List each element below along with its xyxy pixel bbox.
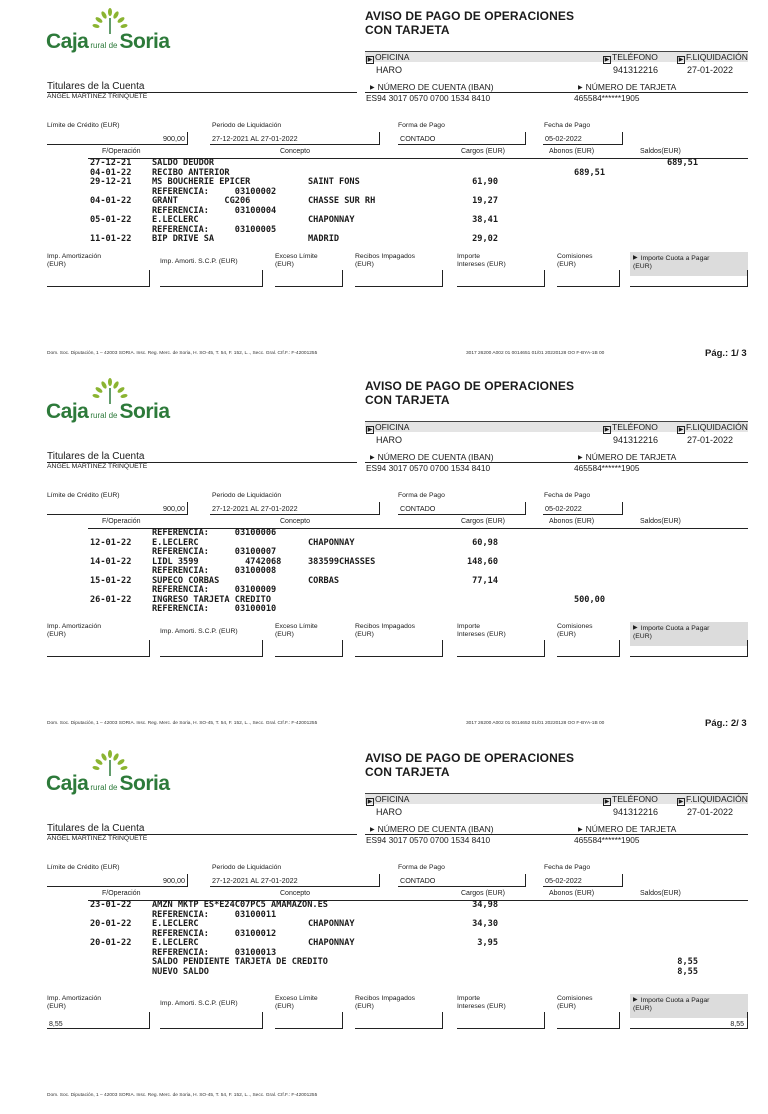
oficina-value: HARO [376, 807, 403, 817]
limite-value: 900,00 [47, 502, 188, 515]
forma-pago-value: CONTADO [398, 502, 526, 515]
document-title-line1: AVISO DE PAGO DE OPERACIONES [365, 379, 575, 393]
tarjeta-value: 465584******1905 [574, 463, 640, 473]
triangle-icon: ▶ [370, 85, 375, 91]
titulares-label: Titulares de la Cuenta [47, 451, 145, 462]
col-concepto-header: Concepto [280, 890, 310, 897]
fecha-pago-label: Fecha de Pago [544, 122, 591, 129]
periodo-label: Periodo de Liquidación [212, 864, 282, 871]
op-concept: REFERENCIA: 03100013 [152, 947, 277, 958]
document-title-line2: CON TARJETA [365, 765, 450, 779]
op-cargo: 77,14 [472, 575, 498, 586]
document-title-line2: CON TARJETA [365, 393, 450, 407]
op-cargo: 61,90 [472, 177, 498, 187]
op-date: 27-12-21 [90, 158, 132, 168]
periodo-value: 27-12-2021 AL 27-01-2022 [210, 132, 380, 145]
imp-amort-scp-label: Imp. Amorti. S.C.P. (EUR) [160, 628, 238, 635]
triangle-icon: ▶ [370, 455, 375, 461]
comisiones-label: Comisiones (EUR) [557, 253, 593, 268]
bank-name [46, 772, 170, 796]
document-ref-code: 3017 26200 A002 01 0014652 01/01 20220128 OO F-BYA-1B 00 [466, 721, 605, 726]
triangle-icon: ▶ [578, 455, 583, 461]
cuota-value [630, 270, 748, 287]
imp-amort-value: 8,55 [47, 1012, 150, 1029]
op-date: 04-01-22 [90, 167, 132, 178]
op-concept: MS BOUCHERIE EPICER [152, 177, 251, 187]
exceso-label: Exceso Límite (EUR) [275, 253, 318, 268]
arrow-box-icon: ▶ [604, 799, 610, 805]
limite-label: Límite de Crédito (EUR) [47, 122, 120, 129]
col-cargos-header: Cargos (EUR) [461, 518, 505, 525]
col-fecha-header: F/Operación [102, 890, 141, 897]
bank-name-small: rural de [90, 411, 118, 420]
document-title [365, 751, 574, 779]
statement-page [0, 742, 768, 1114]
imp-amort-label: Imp. Amortización (EUR) [47, 995, 102, 1010]
imp-amort-label: Imp. Amortización (EUR) [47, 623, 102, 638]
op-concept: BIP DRIVE SA [152, 234, 215, 244]
op-location: SAINT FONS [308, 177, 360, 187]
op-date: 11-01-22 [90, 234, 132, 244]
op-location: CHAPONNAY [308, 537, 355, 548]
telefono-value: 941312216 [613, 807, 659, 817]
tarjeta-value: 465584******1905 [574, 93, 640, 103]
importe-intereses-label: Importe Intereses (EUR) [457, 623, 506, 638]
arrow-box-icon: ▶ [678, 799, 684, 805]
fecha-pago-label: Fecha de Pago [544, 864, 591, 871]
imp-amort-scp-value [160, 1012, 263, 1029]
iban-value: ES94 3017 0570 0700 1534 8410 [366, 93, 491, 103]
cuota-label: ▶ Importe Cuota a Pagar (EUR) [633, 625, 710, 640]
bank-name-small: rural de [90, 41, 118, 50]
op-saldo: 8,55 [677, 966, 698, 977]
op-concept: NUEVO SALDO [152, 966, 209, 977]
op-date: 20-01-22 [90, 919, 132, 929]
numero-cuenta-label: ▶ NÚMERO DE CUENTA (IBAN) [370, 82, 494, 92]
legal-footer: Dom. Soc. Diputación, 1 – 42003 SORIA. Insc. Reg. Merc. de Soria, H. SO-45, T. 54, F. 152, L.., Secc. Gral. CIf.F.: F-42001255 [47, 721, 318, 726]
op-abono: 500,00 [573, 594, 605, 605]
titular-value: ANGEL MARTINEZ TRINQUETE [47, 463, 148, 470]
fecha-pago-value: 05-02-2022 [543, 132, 623, 145]
col-saldos-header: Saldos(EUR) [640, 518, 681, 525]
recibos-label: Recibos Impagados (EUR) [355, 253, 416, 268]
op-date: 04-01-22 [90, 196, 132, 206]
forma-pago-label: Forma de Pago [398, 122, 445, 129]
arrow-box-icon: ▶ [678, 57, 684, 63]
bank-name-left: Caja [46, 400, 89, 423]
iban-value: ES94 3017 0570 0700 1534 8410 [366, 835, 491, 845]
op-concept: RECIBO ANTERIOR [152, 167, 230, 178]
arrow-box-icon: ▶ [367, 57, 373, 63]
fliquidacion-value: 27-01-2022 [687, 435, 734, 445]
col-fecha-header: F/Operación [102, 518, 141, 525]
op-date: 05-01-22 [90, 215, 132, 225]
comisiones-label: Comisiones (EUR) [557, 623, 593, 638]
op-concept: REFERENCIA: 03100009 [152, 585, 277, 595]
bank-logo [46, 750, 186, 800]
imp-amort-scp-value [160, 270, 263, 287]
op-concept: REFERENCIA: 03100012 [152, 928, 277, 939]
forma-pago-value: CONTADO [398, 874, 526, 887]
op-date: 20-01-22 [90, 938, 132, 948]
telefono-label: ▶ TELÉFONO [604, 52, 658, 63]
exceso-label: Exceso Límite (EUR) [275, 623, 318, 638]
titulares-label: Titulares de la Cuenta [47, 823, 145, 834]
limite-label: Límite de Crédito (EUR) [47, 492, 120, 499]
bank-name-small: rural de [90, 783, 118, 792]
op-date: 15-01-22 [90, 575, 132, 586]
arrow-box-icon: ▶ [367, 427, 373, 433]
imp-amort-scp-label: Imp. Amorti. S.C.P. (EUR) [160, 258, 238, 265]
op-location: 383599CHASSES [308, 556, 376, 567]
bank-name-left: Caja [46, 772, 89, 795]
oficina-label: ▶ OFICINA [367, 794, 410, 805]
op-concept: REFERENCIA: 03100011 [152, 909, 277, 920]
statement-page [0, 0, 768, 372]
triangle-icon: ▶ [633, 625, 638, 631]
fecha-pago-value: 05-02-2022 [543, 874, 623, 887]
exceso-label: Exceso Límite (EUR) [275, 995, 318, 1010]
fecha-pago-label: Fecha de Pago [544, 492, 591, 499]
op-date: 23-01-22 [90, 900, 132, 910]
op-cargo: 29,02 [472, 234, 498, 244]
imp-amort-value [47, 640, 150, 657]
recibos-label: Recibos Impagados (EUR) [355, 623, 416, 638]
statement-page [0, 370, 768, 742]
col-abonos-header: Abonos (EUR) [549, 518, 595, 525]
arrow-box-icon: ▶ [367, 799, 373, 805]
periodo-value: 27-12-2021 AL 27-01-2022 [210, 502, 380, 515]
importe-intereses-label: Importe Intereses (EUR) [457, 253, 506, 268]
bank-logo [46, 378, 186, 428]
op-cargo: 148,60 [466, 556, 498, 567]
document-title-line1: AVISO DE PAGO DE OPERACIONES [365, 751, 575, 765]
importe-intereses-label: Importe Intereses (EUR) [457, 995, 506, 1010]
imp-amort-scp-label: Imp. Amorti. S.C.P. (EUR) [160, 1000, 238, 1007]
op-date: 12-01-22 [90, 537, 132, 548]
imp-amort-label: Imp. Amortización (EUR) [47, 253, 102, 268]
forma-pago-value: CONTADO [398, 132, 526, 145]
op-concept: INGRESO TARJETA CREDITO [152, 594, 271, 605]
page-number: Pág.: 2/ 3 [705, 718, 747, 729]
op-concept: E.LECLERC [152, 938, 199, 948]
document-title [365, 9, 574, 37]
tarjeta-value: 465584******1905 [574, 835, 640, 845]
fliquidacion-value: 27-01-2022 [687, 807, 734, 817]
col-abonos-header: Abonos (EUR) [549, 148, 595, 155]
comisiones-value [557, 640, 620, 657]
col-cargos-header: Cargos (EUR) [461, 890, 505, 897]
imp-amort-scp-value [160, 640, 263, 657]
exceso-value [275, 1012, 343, 1029]
comisiones-label: Comisiones (EUR) [557, 995, 593, 1010]
periodo-label: Periodo de Liquidación [212, 492, 282, 499]
op-date: 14-01-22 [90, 556, 132, 567]
exceso-value [275, 270, 343, 287]
recibos-label: Recibos Impagados (EUR) [355, 995, 416, 1010]
cuota-value: 8,55 [630, 1012, 748, 1029]
periodo-label: Periodo de Liquidación [212, 122, 282, 129]
op-concept: SUPECO CORBAS [152, 575, 220, 586]
numero-tarjeta-label: ▶ NÚMERO DE TARJETA [578, 82, 677, 92]
op-location: CHASSE SUR RH [308, 196, 376, 206]
telefono-label: ▶ TELÉFONO [604, 794, 658, 805]
op-saldo: 8,55 [677, 957, 698, 967]
iban-value: ES94 3017 0570 0700 1534 8410 [366, 463, 491, 473]
cuota-label: ▶ Importe Cuota a Pagar (EUR) [633, 997, 710, 1012]
arrow-box-icon: ▶ [604, 427, 610, 433]
numero-tarjeta-label: ▶ NÚMERO DE TARJETA [578, 824, 677, 834]
bank-logo [46, 8, 186, 58]
document-ref-code: 3017 26200 A002 01 0014651 01/01 20220128 OO F-BYA-1B 00 [466, 351, 605, 356]
col-abonos-header: Abonos (EUR) [549, 890, 595, 897]
imp-amort-value [47, 270, 150, 287]
op-abono: 689,51 [573, 167, 605, 178]
bank-name-right: Soria [119, 400, 170, 423]
bank-name [46, 400, 170, 424]
op-concept: REFERENCIA: 03100008 [152, 566, 277, 576]
col-saldos-header: Saldos(EUR) [640, 148, 681, 155]
op-concept: GRANT CG206 [152, 196, 251, 206]
op-concept: SALDO DEUDOR [152, 158, 215, 168]
oficina-label: ▶ OFICINA [367, 422, 410, 433]
op-cargo: 3,95 [477, 938, 498, 948]
col-cargos-header: Cargos (EUR) [461, 148, 505, 155]
op-concept: LIDL 3599 4742068 [152, 556, 282, 567]
telefono-value: 941312216 [613, 435, 659, 445]
fliquidacion-label: ▶ F.LIQUIDACIÓN [678, 52, 748, 63]
op-cargo: 34,30 [472, 919, 498, 929]
triangle-icon: ▶ [633, 255, 638, 261]
op-location: CHAPONNAY [308, 938, 355, 948]
op-concept: REFERENCIA: 03100007 [152, 547, 277, 557]
op-date: 26-01-22 [90, 594, 132, 605]
op-concept: SALDO PENDIENTE TARJETA DE CREDITO [152, 957, 328, 967]
op-concept: REFERENCIA: 03100006 [152, 528, 277, 538]
arrow-box-icon: ▶ [678, 427, 684, 433]
oficina-value: HARO [376, 435, 403, 445]
op-concept: E.LECLERC [152, 919, 199, 929]
bank-name [46, 30, 170, 54]
op-cargo: 19,27 [472, 196, 498, 206]
col-concepto-header: Concepto [280, 148, 310, 155]
col-concepto-header: Concepto [280, 518, 310, 525]
bank-name-right: Soria [119, 772, 170, 795]
importe-intereses-value [457, 1012, 545, 1029]
op-concept: E.LECLERC [152, 215, 199, 225]
comisiones-value [557, 270, 620, 287]
importe-intereses-value [457, 640, 545, 657]
periodo-value: 27-12-2021 AL 27-01-2022 [210, 874, 380, 887]
cuota-label: ▶ Importe Cuota a Pagar (EUR) [633, 255, 710, 270]
oficina-value: HARO [376, 65, 403, 75]
importe-intereses-value [457, 270, 545, 287]
recibos-value [355, 270, 443, 287]
limite-label: Límite de Crédito (EUR) [47, 864, 120, 871]
numero-cuenta-label: ▶ NÚMERO DE CUENTA (IBAN) [370, 824, 494, 834]
op-location: CORBAS [308, 575, 340, 586]
op-concept: REFERENCIA: 03100002 [152, 186, 277, 197]
numero-cuenta-label: ▶ NÚMERO DE CUENTA (IBAN) [370, 452, 494, 462]
op-concept: REFERENCIA: 03100005 [152, 224, 277, 235]
fliquidacion-value: 27-01-2022 [687, 65, 734, 75]
op-saldo: 689,51 [666, 158, 698, 168]
document-title [365, 379, 574, 407]
fliquidacion-label: ▶ F.LIQUIDACIÓN [678, 794, 748, 805]
triangle-icon: ▶ [578, 827, 583, 833]
arrow-box-icon: ▶ [604, 57, 610, 63]
cuota-value [630, 640, 748, 657]
triangle-icon: ▶ [578, 85, 583, 91]
limite-value: 900,00 [47, 132, 188, 145]
exceso-value [275, 640, 343, 657]
triangle-icon: ▶ [633, 997, 638, 1003]
legal-footer: Dom. Soc. Diputación, 1 – 42003 SORIA. Insc. Reg. Merc. de Soria, H. SO-45, T. 54, F. 152, L.., Secc. Gral. CIf.F.: F-42001255 [47, 1093, 318, 1098]
op-concept: AMZN MKTP ES*E24C07PC5 AMAMAZON.ES [152, 900, 328, 910]
op-location: MADRID [308, 234, 340, 244]
op-cargo: 60,98 [472, 537, 498, 548]
titular-value: ANGEL MARTINEZ TRINQUETE [47, 93, 148, 100]
op-location: CHAPONNAY [308, 215, 355, 225]
fliquidacion-label: ▶ F.LIQUIDACIÓN [678, 422, 748, 433]
op-location: CHAPONNAY [308, 919, 355, 929]
op-concept: REFERENCIA: 03100010 [152, 604, 277, 614]
forma-pago-label: Forma de Pago [398, 492, 445, 499]
limite-value: 900,00 [47, 874, 188, 887]
recibos-value [355, 1012, 443, 1029]
comisiones-value [557, 1012, 620, 1029]
bank-name-left: Caja [46, 30, 89, 53]
page-number: Pág.: 1/ 3 [705, 348, 747, 359]
forma-pago-label: Forma de Pago [398, 864, 445, 871]
legal-footer: Dom. Soc. Diputación, 1 – 42003 SORIA. Insc. Reg. Merc. de Soria, H. SO-45, T. 54, F. 152, L.., Secc. Gral. CIf.F.: F-42001255 [47, 351, 318, 356]
document-title-line2: CON TARJETA [365, 23, 450, 37]
recibos-value [355, 640, 443, 657]
fecha-pago-value: 05-02-2022 [543, 502, 623, 515]
op-date: 29-12-21 [90, 177, 132, 187]
telefono-value: 941312216 [613, 65, 659, 75]
op-cargo: 34,98 [472, 900, 498, 910]
telefono-label: ▶ TELÉFONO [604, 422, 658, 433]
document-title-line1: AVISO DE PAGO DE OPERACIONES [365, 9, 575, 23]
titular-value: ANGEL MARTINEZ TRINQUETE [47, 835, 148, 842]
col-saldos-header: Saldos(EUR) [640, 890, 681, 897]
titulares-label: Titulares de la Cuenta [47, 81, 145, 92]
col-fecha-header: F/Operación [102, 148, 141, 155]
triangle-icon: ▶ [370, 827, 375, 833]
op-cargo: 38,41 [472, 215, 498, 225]
op-concept: E.LECLERC [152, 537, 199, 548]
bank-name-right: Soria [119, 30, 170, 53]
op-concept: REFERENCIA: 03100004 [152, 205, 277, 216]
numero-tarjeta-label: ▶ NÚMERO DE TARJETA [578, 452, 677, 462]
oficina-label: ▶ OFICINA [367, 52, 410, 63]
